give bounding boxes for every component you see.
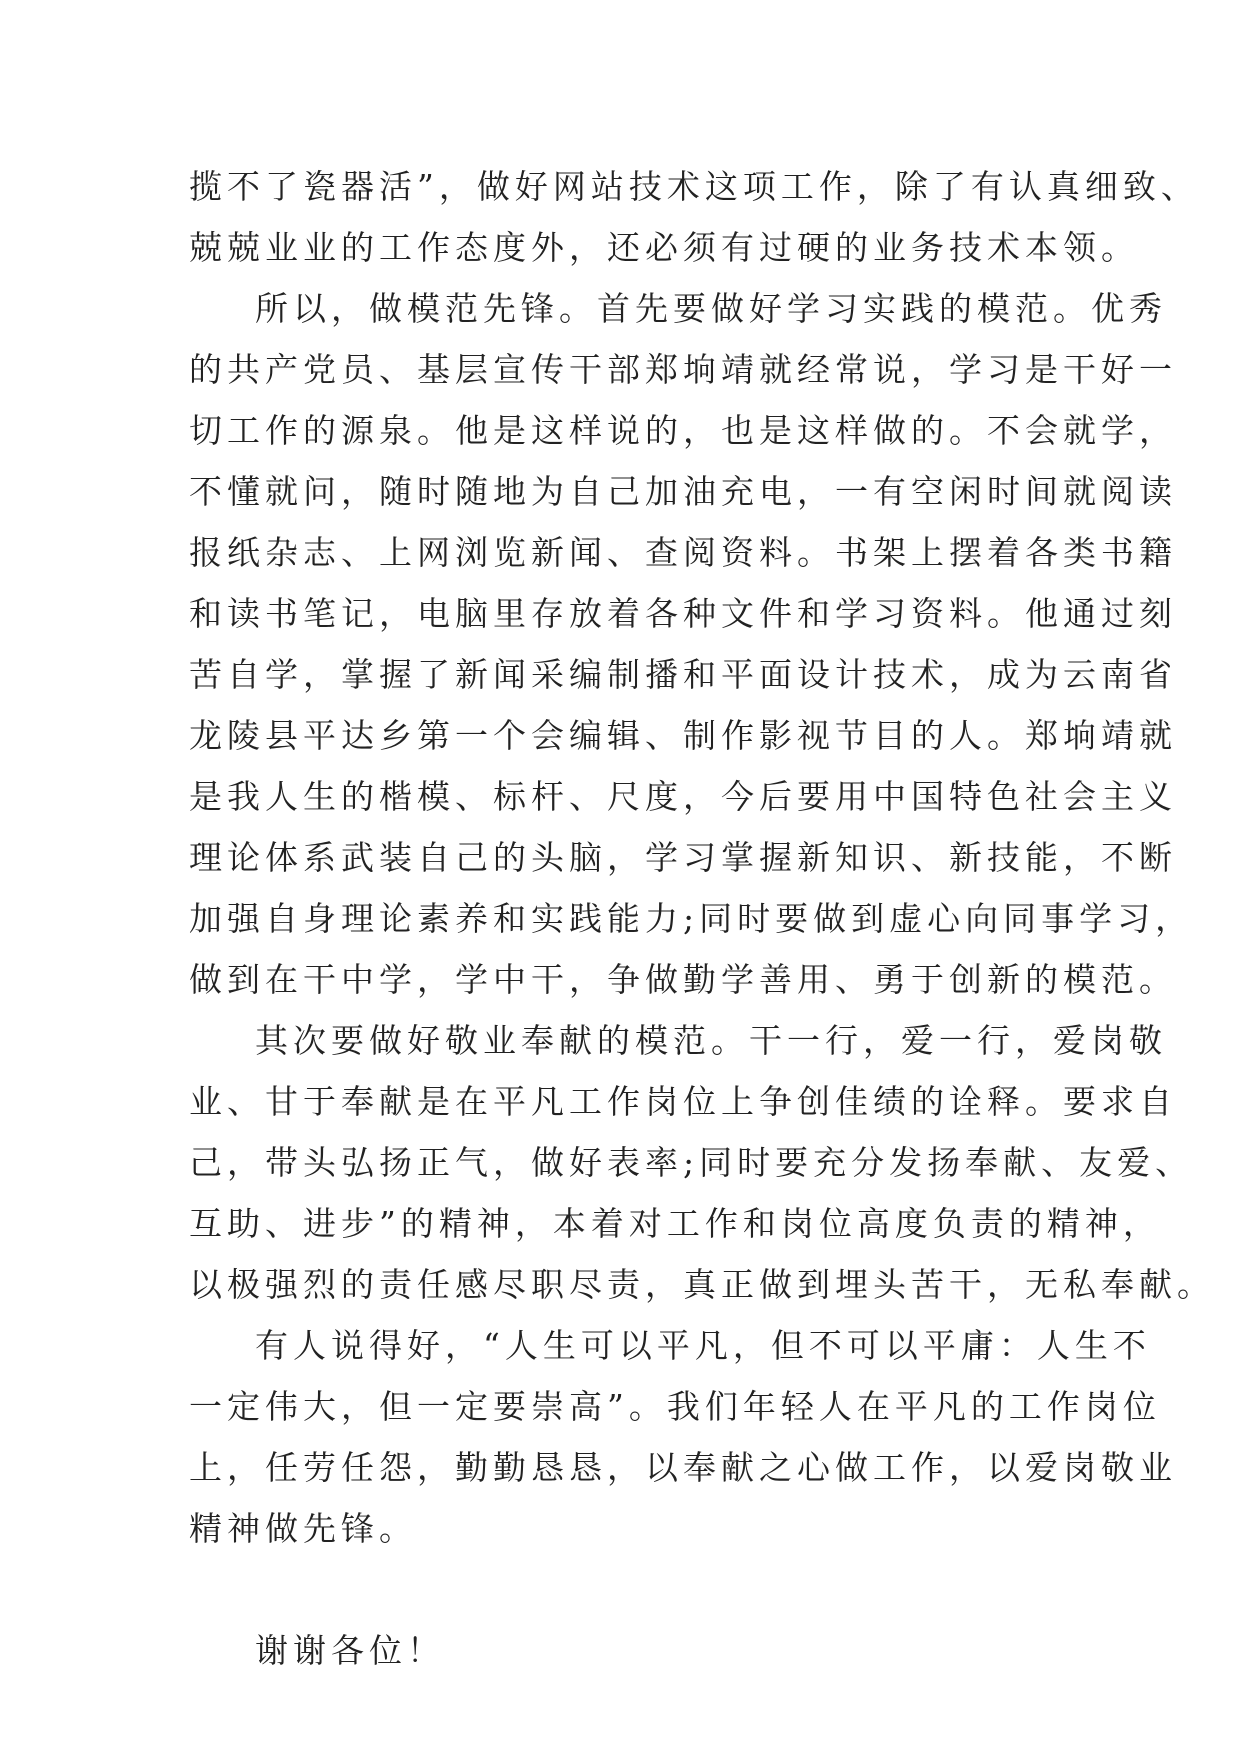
text-line: 切工作的源泉。他是这样说的，也是这样做的。不会就学，	[189, 411, 1177, 450]
text-line: 上，任劳任怨，勤勤恳恳，以奉献之心做工作，以爱岗敬业	[189, 1448, 1177, 1487]
body-text	[189, 156, 1215, 1681]
text-line: 是我人生的楷模、标杆、尺度，今后要用中国特色社会主义	[189, 777, 1177, 816]
text-line: 报纸杂志、上网浏览新闻、查阅资料。书架上摆着各类书籍	[189, 533, 1177, 572]
paragraph-start-line: 其次要做好敬业奉献的模范。干一行，爱一行，爱岗敬	[255, 1021, 1167, 1060]
closing-line: 谢谢各位！	[255, 1631, 445, 1670]
text-line: 己，带头弘扬正气，做好表率;同时要充分发扬奉献、友爱、	[189, 1143, 1194, 1182]
text-line: 苦自学，掌握了新闻采编制播和平面设计技术，成为云南省	[189, 655, 1177, 694]
text-line: 的共产党员、基层宣传干部郑垧靖就经常说，学习是干好一	[189, 350, 1177, 389]
paragraph-start-line: 有人说得好，“人生可以平凡，但不可以平庸：人生不	[255, 1326, 1151, 1365]
text-line: 兢兢业业的工作态度外，还必须有过硬的业务技术本领。	[189, 228, 1139, 267]
text-line: 理论体系武装自己的头脑，学习掌握新知识、新技能，不断	[189, 838, 1177, 877]
text-line: 揽不了瓷器活”，做好网站技术这项工作，除了有认真细致、	[189, 167, 1199, 206]
text-line: 互助、进步”的精神，本着对工作和岗位高度负责的精神，	[189, 1204, 1161, 1243]
text-line: 精神做先锋。	[189, 1509, 417, 1548]
text-line: 以极强烈的责任感尽职尽责，真正做到埋头苦干，无私奉献。	[189, 1265, 1215, 1304]
text-line: 做到在干中学，学中干，争做勤学善用、勇于创新的模范。	[189, 960, 1177, 999]
text-line: 一定伟大，但一定要崇高”。我们年轻人在平凡的工作岗位	[189, 1387, 1161, 1426]
blank-line	[189, 1559, 1069, 1620]
text-line: 和读书笔记，电脑里存放着各种文件和学习资料。他通过刻	[189, 594, 1177, 633]
text-line: 业、甘于奉献是在平凡工作岗位上争创佳绩的诠释。要求自	[189, 1082, 1177, 1121]
text-line: 龙陵县平达乡第一个会编辑、制作影视节目的人。郑垧靖就	[189, 716, 1177, 755]
text-line: 加强自身理论素养和实践能力;同时要做到虚心向同事学习，	[189, 899, 1194, 938]
text-line: 不懂就问，随时随地为自己加油充电，一有空闲时间就阅读	[189, 472, 1177, 511]
paragraph-start-line: 所以，做模范先锋。首先要做好学习实践的模范。优秀	[255, 289, 1167, 328]
